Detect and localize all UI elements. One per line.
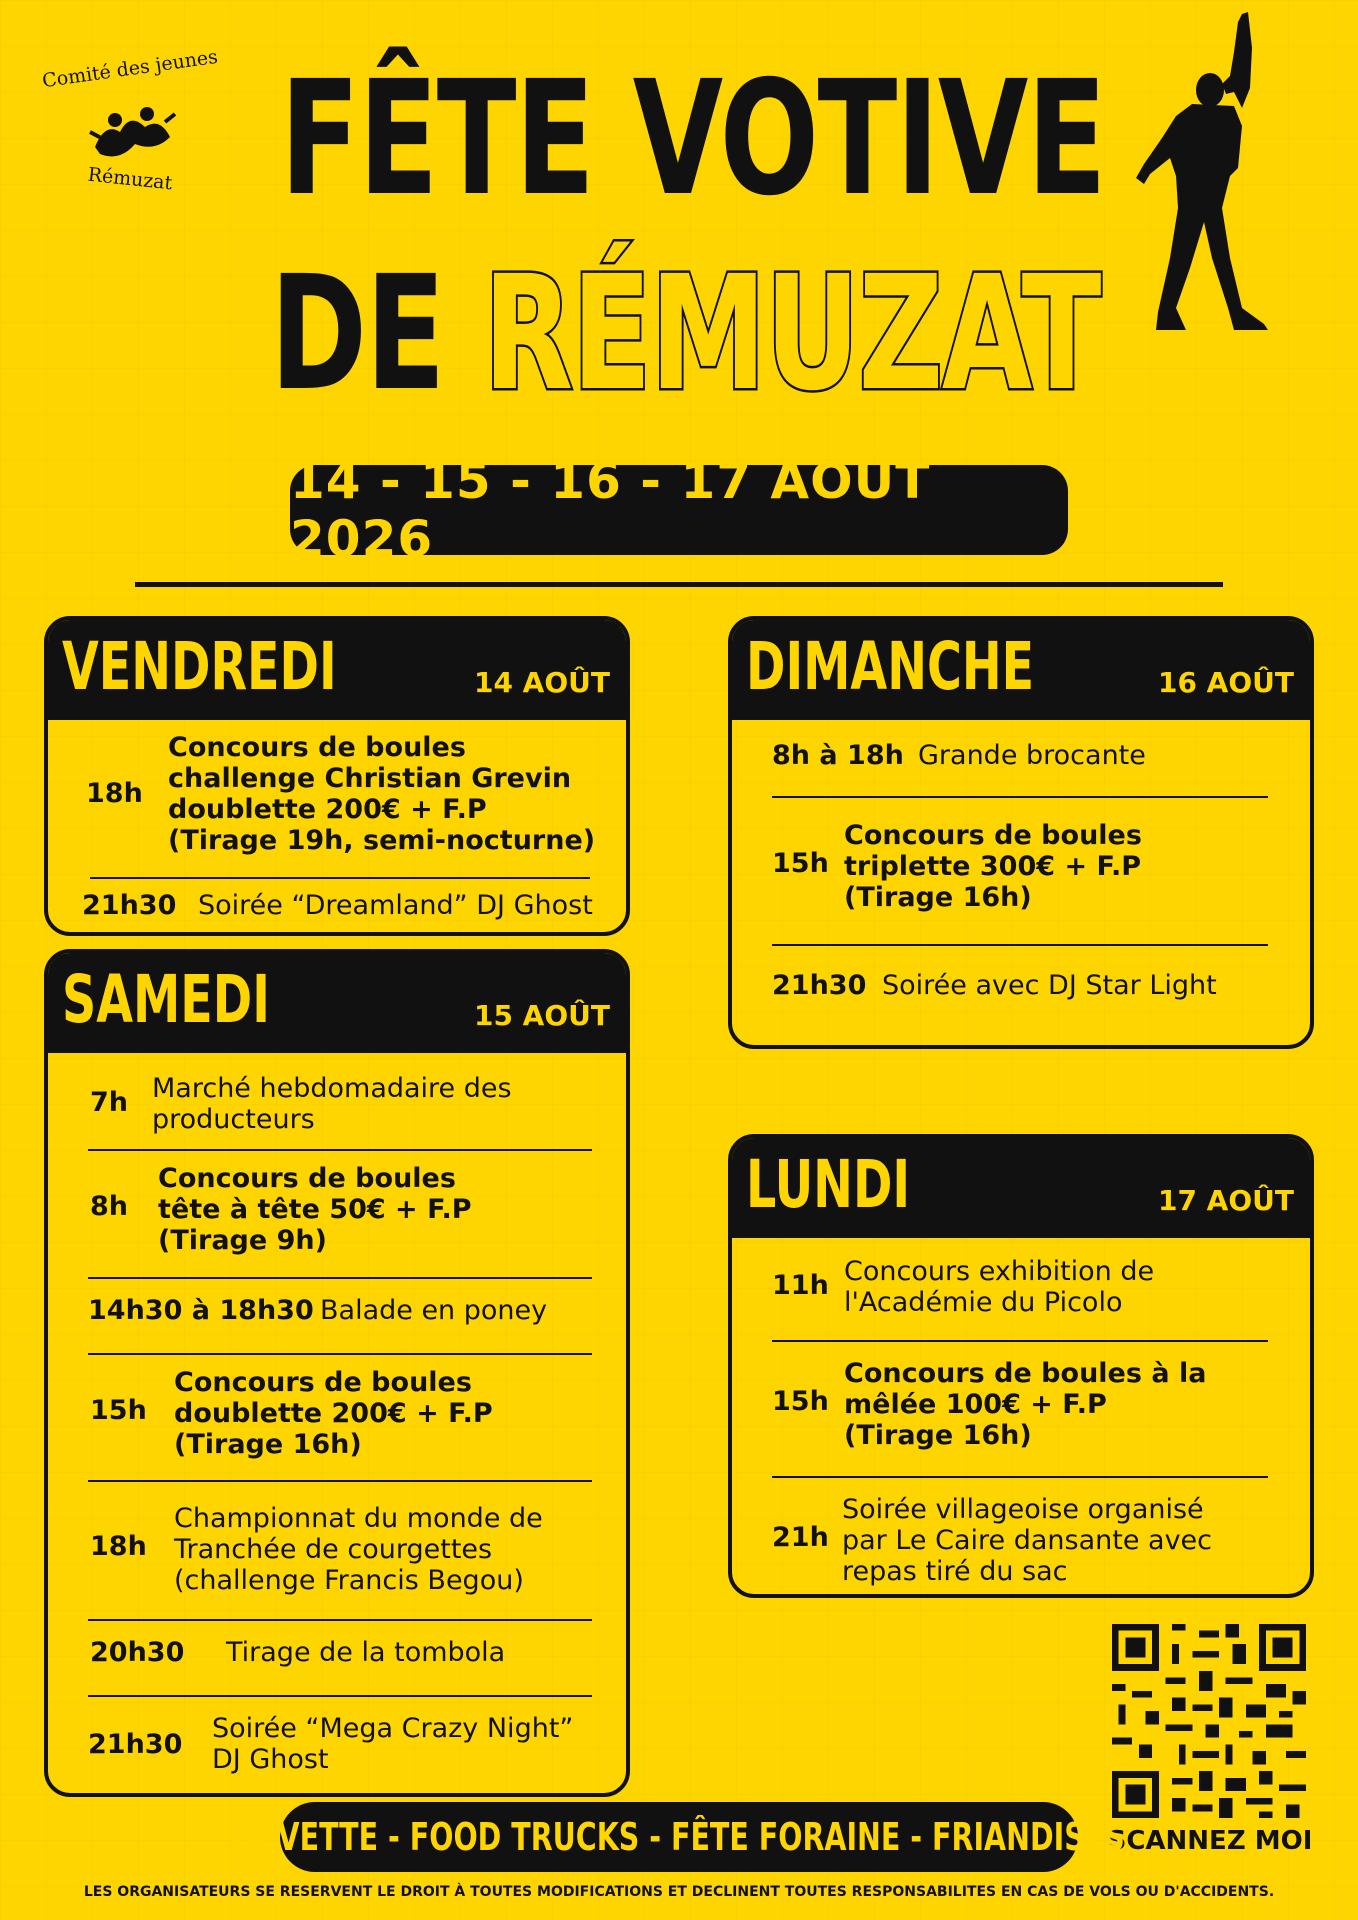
event-description: Concours de boules tête à tête 50€ + F.P (Tirage 9h) xyxy=(158,1163,472,1256)
event-description: Championnat du monde de Tranchée de courgettes (challenge Francis Begou) xyxy=(174,1503,543,1596)
event-time: 20h30 xyxy=(90,1637,185,1668)
event-description: Concours de boules doublette 200€ + F.P (Tirage 16h) xyxy=(174,1367,493,1460)
event-separator xyxy=(772,944,1268,946)
event-description: Soirée “Mega Crazy Night” DJ Ghost xyxy=(212,1713,574,1775)
event-description: Soirée “Dreamland” DJ Ghost xyxy=(198,890,593,921)
event-time: 14h30 à 18h30 xyxy=(88,1295,314,1326)
divider xyxy=(135,582,1223,587)
event-description: Soirée villageoise organisé par Le Caire dansante avec repas tiré du sac xyxy=(842,1494,1213,1587)
dates-pill: 14 - 15 - 16 - 17 AOÛT 2026 xyxy=(290,465,1068,555)
event-time: 18h xyxy=(86,778,143,809)
day-name: LUNDI xyxy=(746,1146,911,1223)
event-separator xyxy=(88,1277,592,1279)
day-card-dimanche xyxy=(728,616,1314,1049)
event-time: 21h xyxy=(772,1522,829,1553)
event-separator xyxy=(88,1353,592,1355)
logo-top-text: Comité des jeunes xyxy=(40,45,220,93)
event-description: Concours de boules à la mêlée 100€ + F.P (Tirage 16h) xyxy=(844,1358,1207,1451)
event-description: Marché hebdomadaire des producteurs xyxy=(152,1073,512,1135)
qr-code-icon[interactable] xyxy=(1112,1624,1306,1818)
day-date: 15 AOÛT xyxy=(473,999,610,1032)
dancers-logo-icon xyxy=(75,92,185,172)
event-separator xyxy=(88,1480,592,1482)
event-time: 15h xyxy=(90,1395,147,1426)
day-card-lundi xyxy=(728,1134,1314,1598)
event-description: Concours de boules challenge Christian Grevin doublette 200€ + F.P (Tirage 19h, semi-nocturne) xyxy=(168,732,596,856)
day-card-samedi xyxy=(44,949,630,1797)
scan-label: SCANNEZ MOI xyxy=(1107,1826,1313,1856)
day-header xyxy=(732,620,1310,720)
event-time: 15h xyxy=(772,848,829,879)
title-line-2 xyxy=(270,242,1100,426)
logo-bottom-text: Rémuzat xyxy=(86,163,174,195)
title-village: RÉMUZAT xyxy=(483,242,1100,426)
event-time: 21h30 xyxy=(82,890,177,921)
day-header xyxy=(48,953,626,1053)
day-header xyxy=(732,1138,1310,1238)
event-time: 7h xyxy=(90,1087,129,1118)
event-time: 8h à 18h xyxy=(772,740,904,771)
title-prefix: DE xyxy=(270,242,484,426)
event-description: Concours de boules triplette 300€ + F.P (Tirage 16h) xyxy=(844,820,1142,913)
day-name: SAMEDI xyxy=(62,961,270,1038)
event-description: Balade en poney xyxy=(320,1295,548,1326)
event-separator xyxy=(88,1619,592,1621)
event-separator xyxy=(88,1695,592,1697)
event-separator xyxy=(88,1149,592,1151)
event-separator xyxy=(90,877,590,879)
amenities-banner xyxy=(232,1802,1126,1872)
day-header xyxy=(48,620,626,720)
title-line-1: FÊTE VOTIVE xyxy=(280,47,1106,231)
event-description: Grande brocante xyxy=(918,740,1146,771)
event-description: Tirage de la tombola xyxy=(226,1637,506,1668)
event-description: Concours exhibition de l'Académie du Picolo xyxy=(844,1256,1155,1318)
day-date: 14 AOÛT xyxy=(473,666,610,699)
event-separator xyxy=(772,796,1268,798)
day-date: 16 AOÛT xyxy=(1157,666,1294,699)
day-name: DIMANCHE xyxy=(746,628,1035,705)
event-time: 21h30 xyxy=(88,1729,183,1760)
amenities-text: BUVETTE - FOOD TRUCKS - FÊTE FORAINE - FRIANDISES xyxy=(232,1815,1126,1859)
day-name: VENDREDI xyxy=(62,628,337,705)
event-time: 15h xyxy=(772,1386,829,1417)
event-description: Soirée avec DJ Star Light xyxy=(882,970,1217,1001)
dancer-silhouette-icon xyxy=(1130,8,1310,348)
event-time: 18h xyxy=(90,1531,147,1562)
event-separator xyxy=(772,1340,1268,1342)
day-date: 17 AOÛT xyxy=(1157,1184,1294,1217)
event-separator xyxy=(772,1476,1268,1478)
comite-logo xyxy=(40,40,220,220)
event-time: 21h30 xyxy=(772,970,867,1001)
event-time: 8h xyxy=(90,1191,129,1222)
disclaimer: LES ORGANISATEURS SE RESERVENT LE DROIT À TOUTES MODIFICATIONS ET DECLINENT TOUTES RESPONSABILITES EN CAS DE VOLS OU D'ACCIDENTS. xyxy=(83,1884,1275,1900)
day-card-vendredi xyxy=(44,616,630,936)
event-time: 11h xyxy=(772,1270,829,1301)
